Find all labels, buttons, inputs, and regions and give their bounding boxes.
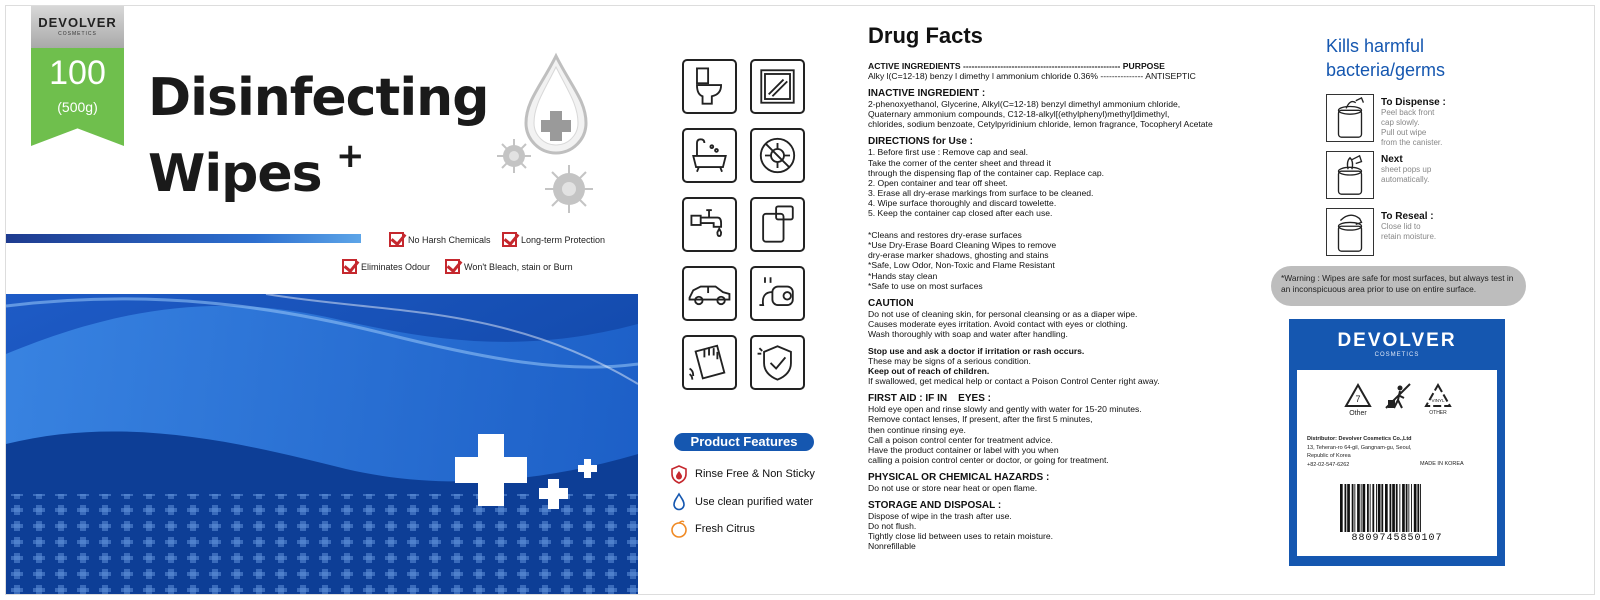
back-brand-name: DEVOLVER [1337, 330, 1457, 351]
stop-use: Stop use and ask a doctor if irritation or rash occurs. [868, 345, 1085, 356]
inactive-ingredients [868, 88, 1268, 129]
check-label: Won't Bleach, stain or Burn [464, 261, 573, 272]
stop-use-sub: These may be signs of a serious condition. [868, 356, 1031, 367]
recycle-vinyl [1423, 382, 1453, 416]
product-title-line2: Wipes [148, 144, 322, 204]
blue-wave-background [6, 294, 638, 595]
recycle-label: Other [1349, 410, 1367, 417]
directions-line: 3. Erase all dry-erase markings from surface to be cleaned. [868, 187, 1094, 198]
step-reseal [1326, 208, 1526, 256]
feature-purified-water [669, 492, 813, 512]
caution-title: CAUTION [868, 297, 914, 309]
note-line: *Cleans and restores dry-erase surfaces [868, 230, 1022, 241]
shield-icon [669, 464, 689, 484]
wiping-hand-icon [682, 335, 737, 390]
inactive-line: Quaternary ammonium compounds, C12-18-alkyl[(ethylphenyl)methyl]dimethyl, [868, 109, 1170, 120]
warning-banner: *Warning : Wipes are safe for most surfaces, but always test in an inconspicuous area prior to use on entire surface. [1271, 266, 1526, 306]
storage-line: Do not flush. [868, 521, 917, 532]
pull-wipe-icon [1326, 151, 1374, 199]
accent-stripe [6, 234, 361, 243]
recycle-triangle-icon [1344, 382, 1372, 410]
note-line: *Safe to use on most surfaces [868, 280, 983, 291]
faucet-icon [682, 197, 737, 252]
check-label: Eliminates Odour [361, 261, 431, 272]
directions-title: DIRECTIONS for Use : [868, 136, 974, 148]
hazards-title: PHYSICAL OR CHEMICAL HAZARDS : [868, 471, 1050, 483]
check-long-term-protection [502, 232, 605, 247]
no-littering-icon [1384, 382, 1412, 410]
warnings [868, 346, 1268, 386]
distributor-address: 13, Teheran-ro 64-gil, Gangnam-gu, Seoul, Republic of Korea +82-02-547-6262 [1307, 444, 1412, 468]
device-icon [750, 197, 805, 252]
note-line: *Hands stay clean [868, 270, 938, 281]
droplet-virus-icon [496, 51, 616, 221]
check-label: No Harsh Chemicals [408, 234, 491, 245]
first-aid-line: Have the product container or label with you when [868, 444, 1059, 455]
recycle-other [1343, 382, 1373, 417]
no-littering [1383, 382, 1413, 410]
directions-line: 4. Wipe surface thoroughly and discard towelette. [868, 197, 1057, 208]
product-features-title: Product Features [674, 433, 814, 451]
wipe-count: 100 [49, 54, 106, 92]
directions-line: 2. Open container and tear off sheet. [868, 177, 1008, 188]
inactive-line: chlorides, sodium benzoate, Cetylpyridinium chloride, lemon fragrance, Tocopheryl Acetate [868, 119, 1213, 130]
back-brand-sub: COSMETICS [1374, 352, 1420, 358]
vacuum-icon [750, 266, 805, 321]
feature-label: Fresh Citrus [695, 523, 755, 535]
note-line: *Safe, Low Odor, Non-Toxic and Flame Resistant [868, 260, 1055, 271]
distributor-info [1307, 435, 1412, 469]
directions-line: through the dispensing flap of the container cap. Replace cap. [868, 167, 1105, 178]
first-aid-line: calling a poision control center or doctor, or going for treatment. [868, 454, 1109, 465]
storage-title: STORAGE AND DISPOSAL : [868, 500, 1002, 511]
directions-line: 5. Keep the container cap closed after each use. [868, 208, 1053, 219]
storage-line: Tightly close lid between uses to retain moisture. [868, 531, 1054, 542]
step-title: Next [1381, 154, 1403, 165]
first-aid-line: then continue rinsing eye. [868, 424, 966, 435]
dispense-icon [1326, 94, 1374, 142]
drug-facts-title: Drug Facts [868, 23, 983, 48]
reseal-icon [1326, 208, 1374, 256]
step-title: To Dispense : [1381, 97, 1446, 108]
barcode-number: 8809745850107 [1351, 533, 1443, 544]
feature-label: Rinse Free & Non Sticky [695, 468, 815, 480]
brand-name: DEVOLVER [38, 15, 117, 30]
distributor-name: Distributor: Devolver Cosmetics Co.,Ltd [1307, 436, 1412, 442]
first-aid-title: FIRST AID : IF IN EYES : [868, 393, 991, 405]
check-label: Long-term Protection [521, 234, 606, 245]
check-wont-bleach [445, 259, 573, 274]
back-info-box [1289, 319, 1505, 566]
svg-text:7: 7 [1355, 394, 1361, 404]
kills-line1: Kills harmful [1326, 36, 1425, 56]
check-no-harsh-chemicals [389, 232, 491, 247]
caution-line: Do not use of cleaning skin, for personal cleansing or as a diaper wipe. [868, 308, 1138, 319]
caution-line: Wash thoroughly with soap and water after handling. [868, 328, 1068, 339]
step-desc: Close lid to retain moisture. [1381, 222, 1437, 241]
first-aid-line: Call a poison control center for treatment advice. [868, 434, 1053, 445]
step-desc: Peel back front cap slowly. Pull out wipe from the canister. [1381, 108, 1443, 147]
step-dispense [1326, 94, 1526, 147]
directions-line: Take the corner of the center sheet and thread it [868, 157, 1051, 168]
window-icon [750, 59, 805, 114]
svg-text:VINYL: VINYL [1431, 398, 1445, 403]
storage [868, 500, 1268, 551]
directions [868, 136, 1268, 218]
back-info-inner [1297, 370, 1497, 556]
checkmark-icon [342, 259, 357, 274]
active-ingredients-header: ACTIVE INGREDIENTS ------------------------------------------------------- PURPOSE [868, 61, 1165, 71]
directions-line: 1. Before first use : Remove cap and seal. [868, 147, 1029, 158]
feature-rinse-free [669, 464, 815, 484]
checkmark-icon [502, 232, 517, 247]
keep-out-of-reach: Keep out of reach of children. [868, 366, 990, 377]
shield-check-icon [750, 335, 805, 390]
brand-ribbon [31, 6, 124, 146]
title-plus-mark: + [336, 136, 365, 176]
recycle-arrows-icon [1424, 382, 1452, 410]
made-in: MADE IN KOREA [1420, 461, 1464, 467]
front-panel [6, 6, 638, 595]
if-swallowed: If swallowed, get medical help or contact a Poison Control Center right away. [868, 376, 1160, 387]
first-aid-line: Remove contact lenses, If present, after the first 5 minutes, [868, 414, 1093, 425]
active-ingredients-line: Alky l(C=12-18) benzy l dimethy l ammonium chloride 0.36% --------------- ANTISEPTIC [868, 71, 1196, 82]
car-icon [682, 266, 737, 321]
feature-label: Use clean purified water [695, 496, 814, 508]
toilet-icon [682, 59, 737, 114]
check-eliminates-odour [342, 259, 430, 274]
storage-line: Dispose of wipe in the trash after use. [868, 511, 1012, 521]
bathtub-icon [682, 128, 737, 183]
kills-heading [1326, 34, 1496, 82]
note-line: *Use Dry-Erase Board Cleaning Wipes to remove [868, 240, 1057, 251]
caution-line: Causes moderate eyes irritation. Avoid contact with eyes or clothing. [868, 318, 1128, 329]
barcode [1338, 484, 1458, 532]
note-line: dry-erase marker shadows, ghosting and stains [868, 250, 1049, 261]
inactive-title: INACTIVE INGREDIENT : [868, 88, 986, 100]
hazards [868, 472, 1268, 493]
step-title: To Reseal : [1381, 211, 1434, 222]
recycle-label: OTHER [1429, 410, 1447, 416]
active-ingredients [868, 61, 1268, 81]
citrus-icon [669, 519, 689, 539]
brand-sub: COSMETICS [58, 31, 97, 37]
checkmark-icon [445, 259, 460, 274]
product-title-line1: Disinfecting [148, 68, 489, 128]
first-aid [868, 393, 1268, 465]
kills-line2: bacteria/germs [1326, 60, 1446, 80]
caution [868, 298, 1268, 339]
water-drop-icon [669, 492, 689, 512]
net-weight: (500g) [57, 99, 98, 115]
virus-prohibited-icon [750, 128, 805, 183]
drug-facts-panel [868, 23, 1268, 558]
step-desc: sheet pops up automatically. [1381, 165, 1432, 184]
checkmark-icon [389, 232, 404, 247]
step-next [1326, 151, 1526, 199]
product-label [5, 5, 1595, 595]
feature-fresh-citrus [669, 519, 755, 539]
usage-notes [868, 230, 1268, 291]
storage-line: Nonrefillable [868, 541, 916, 552]
first-aid-line: Hold eye open and rinse slowly and gently with water for 15-20 minutes. [868, 404, 1142, 415]
hazards-line: Do not use or store near heat or open flame. [868, 482, 1038, 493]
inactive-line: 2-phenoxyethanol, Glycerine, Alkyl(C=12-18) benzyl dimethyl ammonium chloride, [868, 99, 1181, 110]
